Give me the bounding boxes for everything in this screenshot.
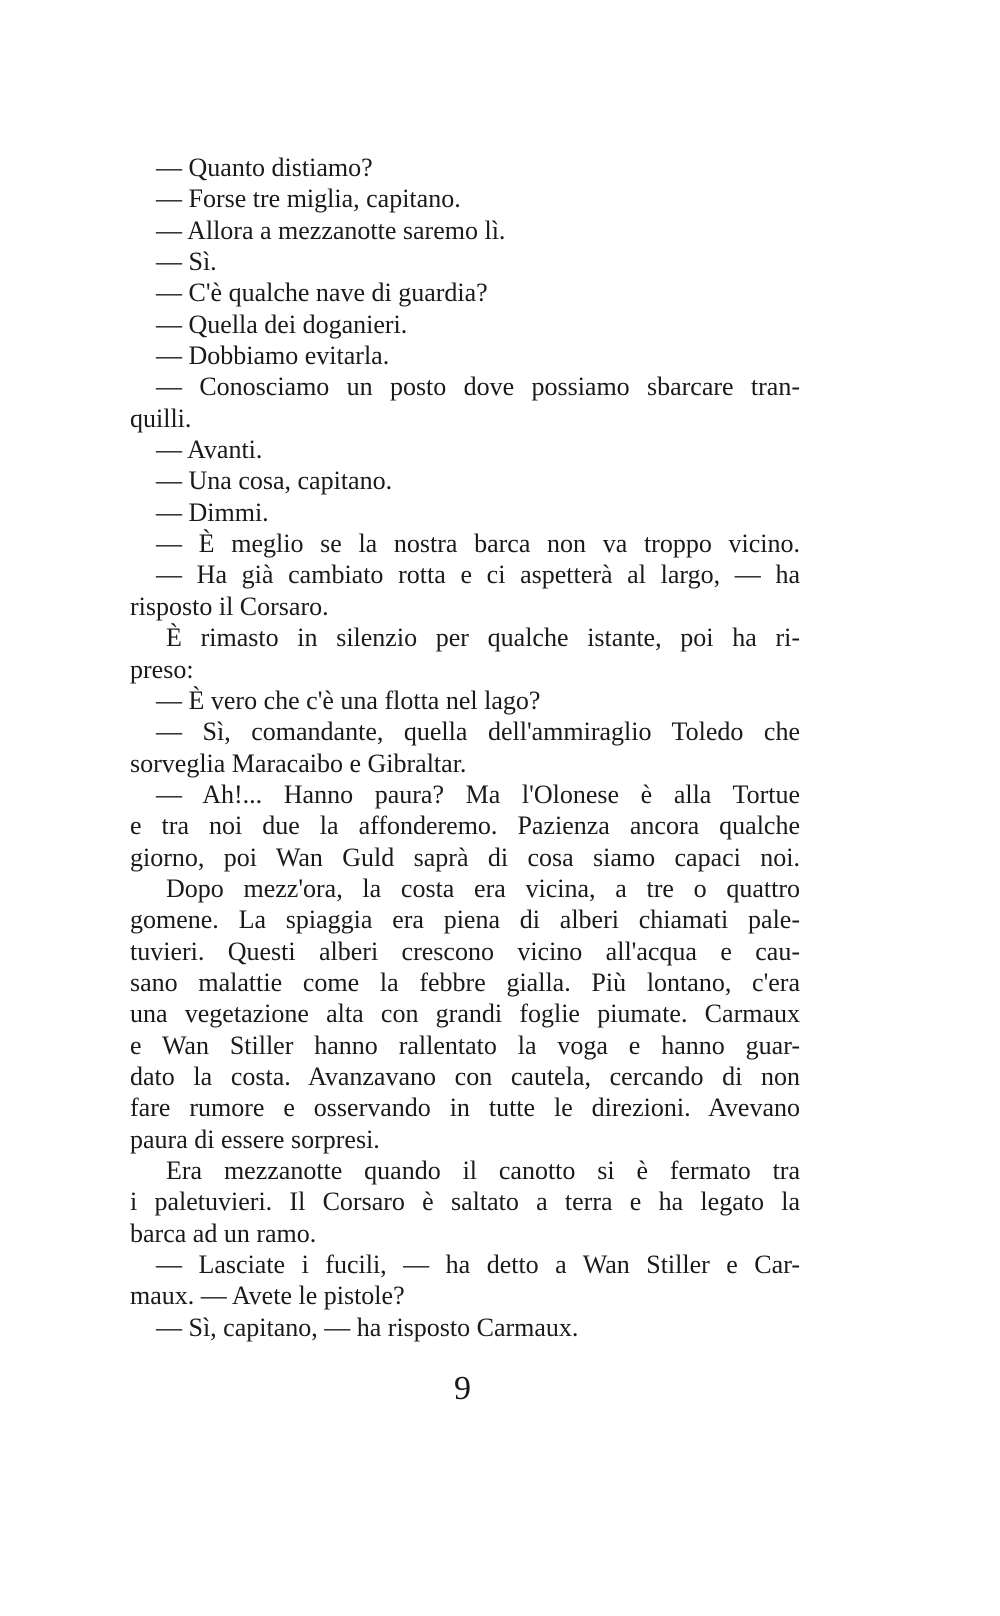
text-line: una vegetazione alta con grandi foglie piumate. Carmaux [130, 999, 800, 1029]
text-line: — C'è qualche nave di guardia? [156, 278, 488, 308]
text-line: paura di essere sorpresi. [130, 1124, 380, 1154]
text-line: quilli. [130, 403, 192, 433]
text-line: i paletuvieri. Il Corsaro è saltato a terra e ha legato la [130, 1187, 800, 1217]
text-line: — Dimmi. [156, 497, 269, 527]
text-line: sorveglia Maracaibo e Gibraltar. [130, 748, 467, 778]
page-number: 9 [454, 1370, 471, 1407]
text-line: È rimasto in silenzio per qualche istante, poi ha ri- [166, 623, 800, 653]
text-line: barca ad un ramo. [130, 1218, 317, 1248]
text-line: — Lasciate i fucili, — ha detto a Wan Stiller e Car- [156, 1250, 800, 1280]
text-line: — Dobbiamo evitarla. [156, 341, 390, 371]
text-line: risposto il Corsaro. [130, 591, 329, 621]
text-line: — Sì, capitano, — ha risposto Carmaux. [156, 1312, 579, 1342]
text-line: gomene. La spiaggia era piena di alberi chiamati pale- [130, 905, 800, 935]
text-line: preso: [130, 654, 194, 684]
text-line: — Allora a mezzanotte saremo lì. [156, 215, 506, 245]
text-line: Dopo mezz'ora, la costa era vicina, a tre o quattro [166, 873, 800, 903]
text-line: — Quella dei doganieri. [156, 309, 408, 339]
text-line: — È meglio se la nostra barca non va troppo vicino. [156, 529, 800, 559]
text-line: — Forse tre miglia, capitano. [156, 184, 461, 214]
text-line: giorno, poi Wan Guld saprà di cosa siamo capaci noi. [130, 842, 800, 872]
text-line: dato la costa. Avanzavano con cautela, cercando di non [130, 1061, 800, 1091]
body-text [130, 152, 800, 1343]
text-line: — Ah!... Hanno paura? Ma l'Olonese è alla Tortue [156, 779, 800, 809]
text-line: — Ha già cambiato rotta e ci aspetterà al largo, — ha [156, 560, 800, 590]
text-line: e Wan Stiller hanno rallentato la voga e hanno guar- [130, 1030, 800, 1060]
text-line: Era mezzanotte quando il canotto si è fermato tra [166, 1156, 800, 1185]
text-line: fare rumore e osservando in tutte le direzioni. Avevano [130, 1093, 800, 1123]
text-line: — Avanti. [156, 435, 263, 465]
text-line: tuvieri. Questi alberi crescono vicino all'acqua e cau- [130, 936, 800, 966]
text-line: — Conosciamo un posto dove possiamo sbarcare tran- [156, 372, 800, 402]
text-line: — È vero che c'è una flotta nel lago? [156, 685, 541, 715]
text-line: — Sì, comandante, quella dell'ammiraglio Toledo che [156, 717, 800, 747]
text-line: — Una cosa, capitano. [156, 466, 393, 496]
text-line: e tra noi due la affonderemo. Pazienza ancora qualche [130, 811, 800, 841]
text-line: — Sì. [156, 247, 217, 277]
text-line: sano malattie come la febbre gialla. Più lontano, c'era [130, 967, 800, 997]
text-line: — Quanto distiamo? [156, 153, 373, 182]
text-line: maux. — Avete le pistole? [130, 1281, 405, 1311]
